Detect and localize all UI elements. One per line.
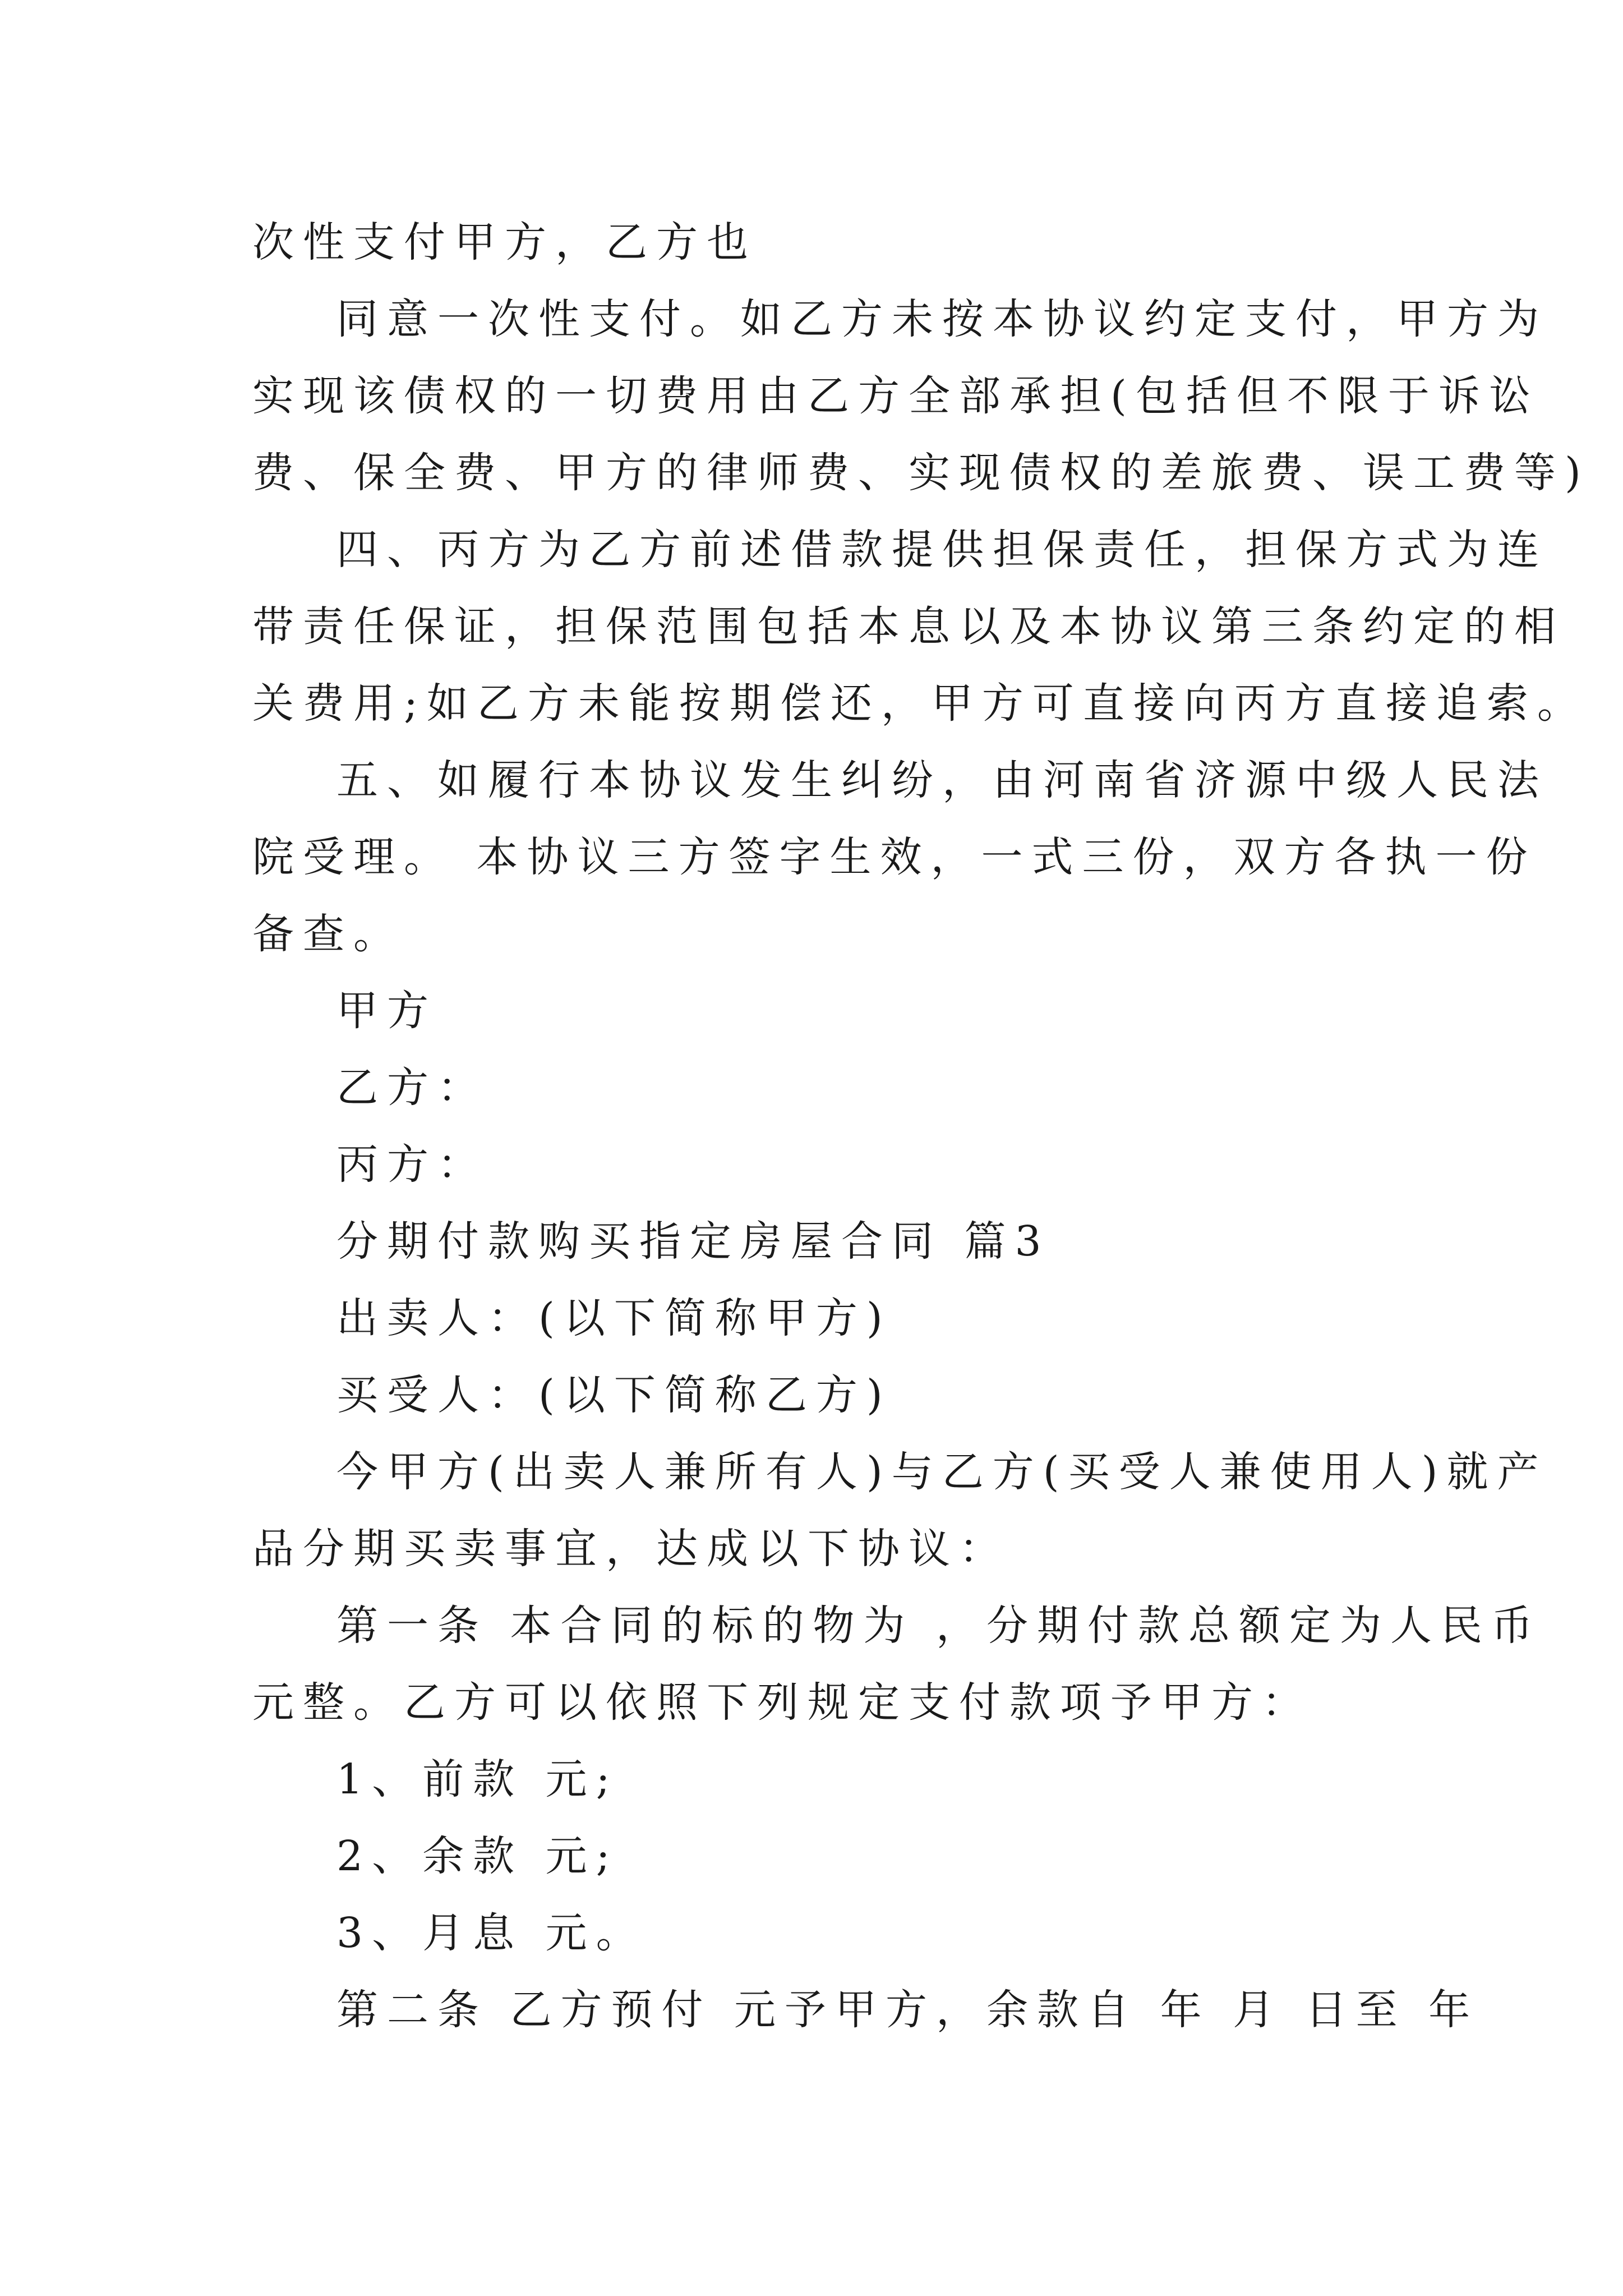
list-item: 3、月息 元。: [336, 1909, 647, 1957]
paragraph-line: 备查。: [252, 910, 404, 958]
paragraph-line: 品分期买卖事宜，达成以下协议：: [252, 1525, 1009, 1573]
paragraph-line: 第一条 本合同的标的物为 ，分期付款总额定为人民币: [336, 1602, 1542, 1650]
paragraph-line: 关费用;如乙方未能按期偿还，甲方可直接向丙方直接追索。: [252, 679, 1588, 728]
paragraph-line: 今甲方(出卖人兼所有人)与乙方(买受人兼使用人)就产: [336, 1448, 1548, 1496]
paragraph-line: 买受人：(以下简称乙方): [336, 1371, 892, 1419]
list-item: 1、前款 元;: [336, 1755, 619, 1803]
paragraph-line: 四、丙方为乙方前述借款提供担保责任，担保方式为连: [336, 526, 1548, 574]
paragraph-line: 费、保全费、甲方的律师费、实现债权的差旅费、误工费等): [252, 449, 1590, 497]
paragraph-line: 实现该债权的一切费用由乙方全部承担(包括但不限于诉讼: [252, 372, 1539, 420]
paragraph-line: 带责任保证，担保范围包括本息以及本协议第三条约定的相: [252, 602, 1565, 651]
paragraph-line: 次性支付甲方，乙方也: [252, 218, 757, 266]
paragraph-line: 出卖人：(以下简称甲方): [336, 1294, 892, 1342]
paragraph-line: 元整。乙方可以依照下列规定支付款项予甲方：: [252, 1678, 1312, 1727]
list-item: 2、余款 元;: [336, 1832, 619, 1880]
paragraph-line: 院受理。 本协议三方签字生效，一式三份，双方各执一份: [252, 833, 1537, 881]
signature-label-party-c: 丙方：: [336, 1140, 488, 1189]
section-heading: 分期付款购买指定房屋合同 篇3: [336, 1217, 1050, 1266]
paragraph-line: 第二条 乙方预付 元予甲方，余款自 年 月 日至 年: [336, 1986, 1479, 2034]
signature-label-party-b: 乙方：: [336, 1064, 488, 1112]
paragraph-line: 五、如履行本协议发生纠纷，由河南省济源中级人民法: [336, 756, 1548, 804]
paragraph-line: 同意一次性支付。如乙方未按本协议约定支付，甲方为: [336, 295, 1548, 343]
signature-label-party-a: 甲方: [336, 987, 437, 1035]
